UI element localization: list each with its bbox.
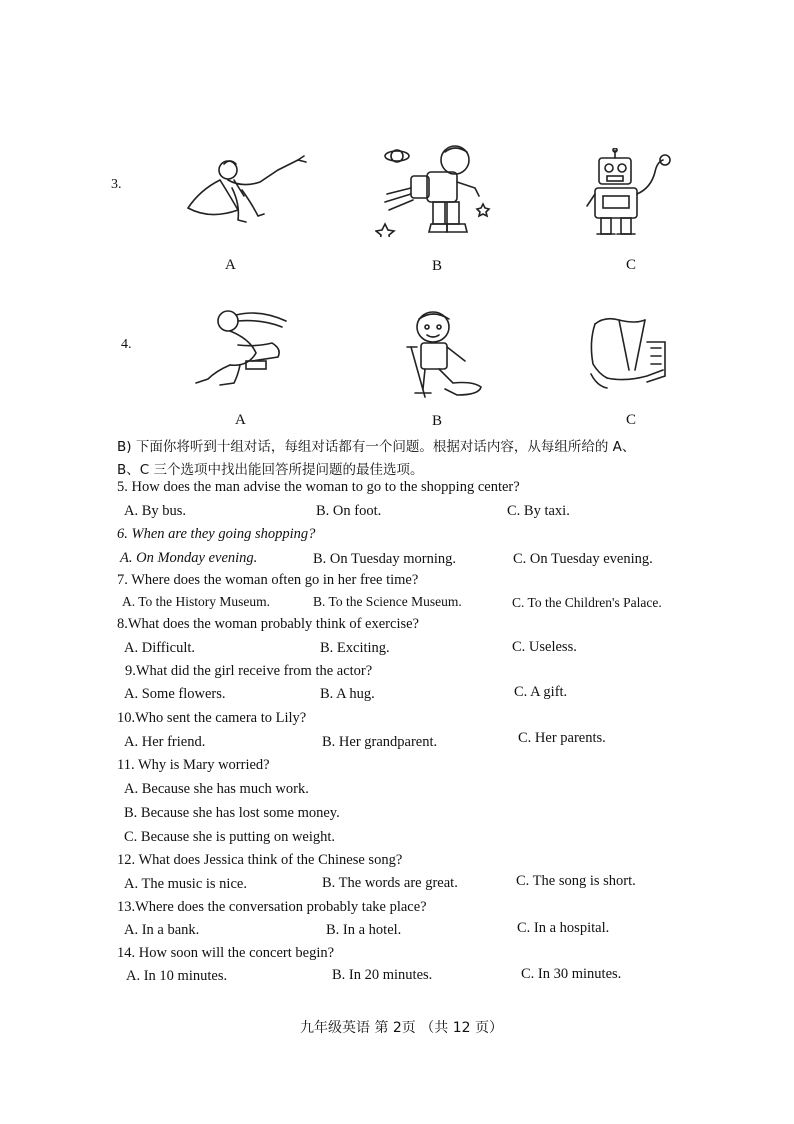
question-10-option-c[interactable]: C. Her parents. bbox=[518, 730, 606, 746]
option-letter: B bbox=[432, 413, 443, 429]
question-5: 5. How does the man advise the woman to go to the shopping center? bbox=[117, 479, 520, 495]
option-letter: C bbox=[626, 412, 637, 428]
option-letter: C bbox=[626, 257, 637, 273]
question-10-option-b[interactable]: B. Her grandparent. bbox=[322, 734, 438, 750]
question-number: 3. bbox=[111, 177, 122, 192]
question-10: 10.Who sent the camera to Lily? bbox=[117, 710, 307, 726]
question-9-option-b[interactable]: B. A hug. bbox=[320, 686, 375, 702]
question-8-option-b[interactable]: B. Exciting. bbox=[320, 640, 390, 656]
stomachache-person-icon bbox=[190, 305, 300, 390]
question-13-option-b[interactable]: B. In a hotel. bbox=[326, 922, 402, 938]
question-7-option-b[interactable]: B. To the Science Museum. bbox=[313, 594, 462, 609]
question-14-option-a[interactable]: A. In 10 minutes. bbox=[126, 968, 228, 984]
robot-icon bbox=[585, 148, 675, 243]
question-13-option-c[interactable]: C. In a hospital. bbox=[517, 920, 610, 936]
question-8-option-a[interactable]: A. Difficult. bbox=[124, 640, 196, 656]
flying-superhero-icon bbox=[180, 150, 310, 230]
question-11: 11. Why is Mary worried? bbox=[117, 757, 270, 773]
question-9: 9.What did the girl receive from the actor? bbox=[125, 663, 373, 679]
question-12-option-b[interactable]: B. The words are great. bbox=[322, 875, 458, 891]
question-12-option-c[interactable]: C. The song is short. bbox=[516, 873, 636, 889]
question-7-option-a[interactable]: A. To the History Museum. bbox=[122, 594, 271, 609]
page-footer: 九年级英语 第 2页 （共 12 页） bbox=[300, 1020, 503, 1036]
question-11-option-a[interactable]: A. Because she has much work. bbox=[124, 781, 309, 797]
question-5-option-b[interactable]: B. On foot. bbox=[316, 503, 382, 519]
question-14-option-b[interactable]: B. In 20 minutes. bbox=[332, 967, 433, 983]
question-13: 13.Where does the conversation probably take place? bbox=[117, 899, 427, 915]
arm-in-sling-icon bbox=[585, 312, 675, 397]
option-letter: A bbox=[225, 257, 236, 273]
question-14: 14. How soon will the concert begin? bbox=[117, 945, 335, 961]
question-9-option-a[interactable]: A. Some flowers. bbox=[124, 686, 226, 702]
question-8-option-c[interactable]: C. Useless. bbox=[512, 639, 577, 655]
question-6: 6. When are they going shopping? bbox=[117, 526, 316, 542]
option-letter: A bbox=[235, 412, 246, 428]
question-7: 7. Where does the woman often go in her free time? bbox=[117, 572, 419, 588]
question-5-option-a[interactable]: A. By bus. bbox=[124, 503, 187, 519]
question-8: 8.What does the woman probably think of exercise? bbox=[117, 616, 419, 632]
question-11-option-c[interactable]: C. Because she is putting on weight. bbox=[124, 829, 336, 845]
astronaut-boy-icon bbox=[375, 142, 495, 237]
question-13-option-a[interactable]: A. In a bank. bbox=[124, 922, 200, 938]
question-5-option-c[interactable]: C. By taxi. bbox=[507, 503, 570, 519]
section-b-instruction-line2: B、C 三个选项中找出能回答所提问题的最佳选项。 bbox=[117, 462, 424, 478]
question-number: 4. bbox=[121, 337, 132, 352]
question-12: 12. What does Jessica think of the Chinese song? bbox=[117, 852, 403, 868]
question-14-option-c[interactable]: C. In 30 minutes. bbox=[521, 966, 622, 982]
question-10-option-a[interactable]: A. Her friend. bbox=[124, 734, 206, 750]
question-12-option-a[interactable]: A. The music is nice. bbox=[124, 876, 247, 892]
boy-on-crutches-icon bbox=[395, 305, 490, 400]
question-11-option-b[interactable]: B. Because she has lost some money. bbox=[124, 805, 340, 821]
question-6-option-b[interactable]: B. On Tuesday morning. bbox=[313, 551, 457, 567]
section-b-instruction-line1: B) 下面你将听到十组对话，每组对话都有一个问题。根据对话内容，从每组所给的 A、 bbox=[117, 439, 636, 455]
question-6-option-a[interactable]: A. On Monday evening. bbox=[120, 550, 258, 566]
question-6-option-c[interactable]: C. On Tuesday evening. bbox=[513, 551, 653, 567]
question-9-option-c[interactable]: C. A gift. bbox=[514, 684, 568, 700]
option-letter: B bbox=[432, 258, 443, 274]
question-7-option-c[interactable]: C. To the Children's Palace. bbox=[512, 595, 662, 610]
